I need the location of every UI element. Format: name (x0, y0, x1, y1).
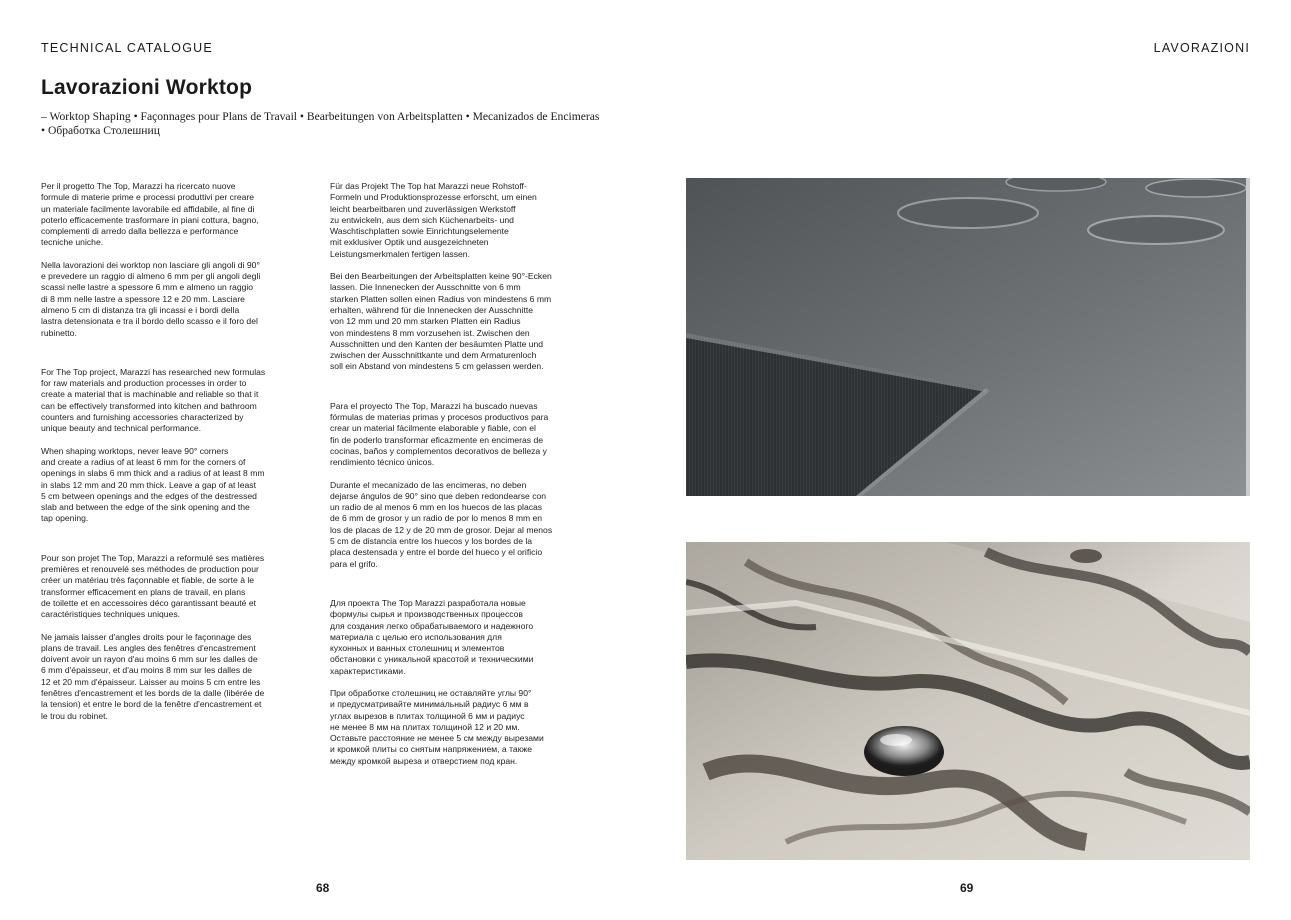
page-subtitle: – Worktop Shaping • Façonnages pour Plans de Travail • Bearbeitungen von Arbeitsplatten • Mecanizados de Encimeras • Обработка Столешниц (41, 110, 600, 137)
section-header: LAVORAZIONI (1153, 41, 1250, 55)
worktop-cooktop-photo (686, 178, 1250, 496)
marble-sink-photo (686, 542, 1250, 860)
english-shaping-paragraph: When shaping worktops, never leave 90° corners and create a radius of at least 6 mm for the corners of openings in slabs 6 mm thick and a radius of at least 8 mm in slabs 12 mm and 20 mm thick. Leave a gap of at least 5 cm between openings and the edges of the destressed slab and between the edge of the sink opening and the tap opening. (41, 445, 265, 524)
russian-shaping-paragraph: При обработке столешниц не оставляйте углы 90° и предусматривайте минимальный радиус 6 мм в углах вырезов в плитах толщиной 6 мм и радиус не менее 8 мм на плитах толщиной 12 и 20 мм. Оставьте расстояние не менее 5 см между вырезами и кромкой плиты со снятым напряжением, а также между кромкой выреза и отверстием под кран. (330, 687, 544, 766)
spanish-intro-paragraph: Para el proyecto The Top, Marazzi ha buscado nuevas fórmulas de materias primas y procesos productivos para crear un material fácilmente elaborable y fiable, con el fin de poderlo transformar eficazmente en encimeras de cocinas, baños y complementos decorativos de belleza y rendimiento técnico únicos. (330, 400, 549, 468)
english-intro-paragraph: For The Top project, Marazzi has researched new formulas for raw materials and production processes in order to create a material that is machinable and reliable so that it can be effectively transformed into kitchen and bathroom counters and furnishing accessories characterized by unique beauty and technical performance. (41, 366, 266, 434)
page-number-right: 69 (960, 881, 974, 895)
german-shaping-paragraph: Bei den Bearbeitungen der Arbeitsplatten keine 90°-Ecken lassen. Die Innenecken der Ausschnitte von 6 mm starken Platten sollen einen Radius von mindestens 6 mm erhalten, während für die Innenecken der Ausschnitte von 12 mm und 20 mm starken Platten ein Radius von mindestens 8 mm vorzusehen ist. Zwischen den Ausschnitten und den Kanten der besäumten Platte und zwischen der Ausschnittkante und dem Armaturenloch soll ein Abstand von mindestens 5 cm gelassen werden. (330, 271, 552, 372)
text-column-middle (330, 181, 566, 767)
german-intro-paragraph: Für das Projekt The Top hat Marazzi neue Rohstoff- Formeln und Produktionsprozesse erforscht, um einen leicht bearbeitbaren und zuverlässigen Werkstoff zu entwickeln, aus dem sich Küchenarbeits- und Waschtischplatten sowie Einrichtungselemente mit exklusiver Optik und ausgezeichneten Leistungsmerkmalen fertigen lassen. (330, 181, 537, 259)
text-column-left (41, 181, 277, 722)
french-intro-paragraph: Pour son projet The Top, Marazzi a reformulé ses matières premières et renouvelé ses méthodes de production pour créer un matériau très façonnable et fiable, de sorte à le transformer efficacement en plans de travail, en plans de toilette et en accessoires déco garantissant beauté et caractéristiques techniques uniques. (41, 552, 265, 620)
italian-intro-paragraph: Per il progetto The Top, Marazzi ha ricercato nuove formule di materie prime e processi produttivi per creare un materiale facilmente lavorabile ed affidabile, al fine di poterlo efficacemente trasformare in piani cottura, bagno, complementi di arredo dalla bellezza e performance tecniche uniche. (41, 181, 259, 248)
russian-intro-paragraph: Для проекта The Top Marazzi разработала новые формулы сырья и производственных процессов для создания легко обрабатываемого и надежного материала с целью его использования для кухонных и ванных столешниц и элементов обстановки с уникальной красотой и техническими характеристиками. (330, 597, 534, 676)
spanish-shaping-paragraph: Durante el mecanizado de las encimeras, no deben dejarse ángulos de 90° sino que deben redondearse con un radio de al menos 6 mm en los huecos de las placas de 6 mm de grosor y un radio de por lo menos 8 mm en los de placas de 12 y de 20 mm de grosor. Dejar al menos 5 cm de distancia entre los huecos y los bordes de la placa destensada y entre el borde del hueco y el orificio para el grifo. (330, 479, 553, 569)
catalogue-header: TECHNICAL CATALOGUE (41, 41, 213, 55)
page-title: Lavorazioni Worktop (41, 76, 253, 99)
italian-shaping-paragraph: Nella lavorazioni dei worktop non lasciare gli angoli di 90° e prevedere un raggio di almeno 6 mm per gli angoli degli scassi nelle lastre a spessore 6 mm e almeno un raggio di 8 mm nelle lastre a spessore 12 e 20 mm. Lasciare almeno 5 cm di distanza tra gli incassi e i bordi della lastra detensionata e tra il bordo dello scasso e il foro del rubinetto. (41, 259, 261, 338)
french-shaping-paragraph: Ne jamais laisser d'angles droits pour le façonnage des plans de travail. Les angles des fenêtres d'encastrement doivent avoir un rayon d'au moins 6 mm sur les dalles de 6 mm d'épaisseur, et d'au moins 8 mm sur les dalles de 12 et 20 mm d'épaisseur. Laisser au moins 5 cm entre les fenêtres d'encastrement et les bords de la dalle (libérée de la tension) et entre le bord de la fenêtre d'encastrement et le trou du robinet. (41, 631, 265, 721)
page-number-left: 68 (316, 881, 330, 895)
